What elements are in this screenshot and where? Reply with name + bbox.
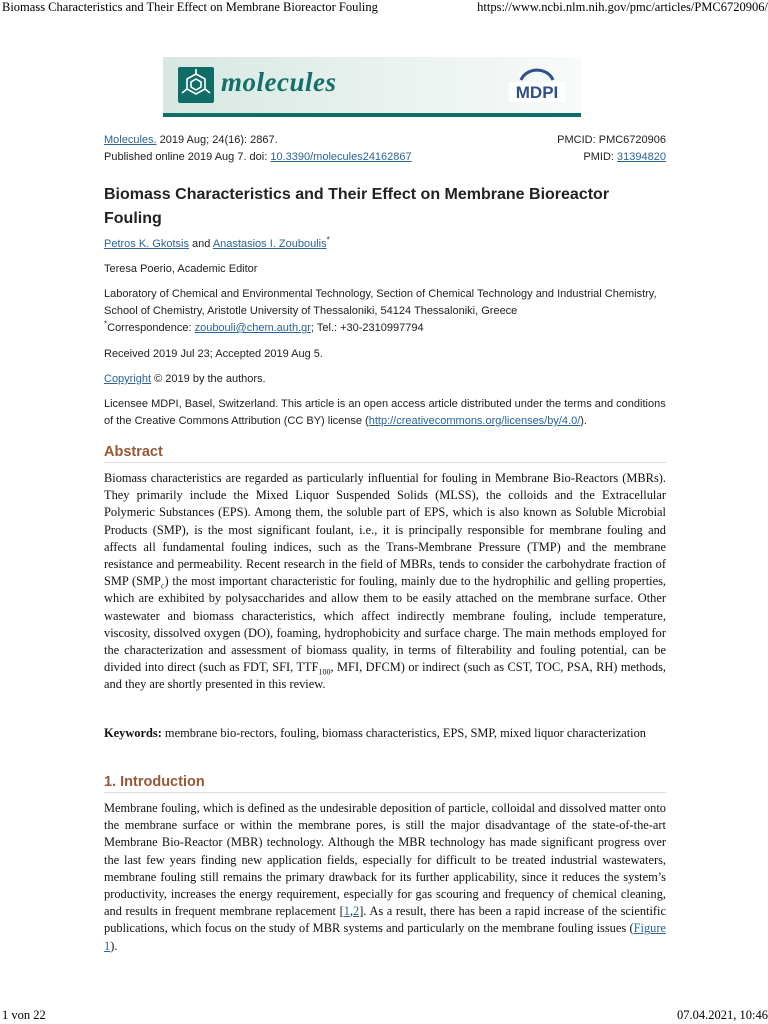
- corr-tel: ; Tel.: +30-2310997794: [310, 322, 424, 334]
- doi-link[interactable]: 10.3390/molecules24162867: [270, 151, 412, 163]
- received-dates: Received 2019 Jul 23; Accepted 2019 Aug 5.: [104, 348, 323, 360]
- print-header-url: https://www.ncbi.nlm.nih.gov/pmc/articles/PMC6720906/: [477, 0, 768, 14]
- print-header: [0, 0, 768, 16]
- authors: [104, 236, 666, 253]
- author-joiner: and: [188, 238, 213, 250]
- citation-line-1: [104, 132, 666, 149]
- corr-mark: *: [104, 319, 108, 329]
- keywords-label: Keywords:: [104, 726, 162, 740]
- pmid-link[interactable]: 31394820: [617, 151, 666, 163]
- mdpi-logo-text: MDPI: [515, 83, 559, 102]
- citation-issue: 2019 Aug; 24(16): 2867.: [156, 134, 278, 146]
- keywords: [104, 725, 666, 742]
- author-link-1[interactable]: Petros K. Gkotsis: [104, 238, 189, 250]
- academic-editor: Teresa Poerio, Academic Editor: [104, 263, 258, 275]
- author-link-2[interactable]: Anastasios I. Zouboulis: [212, 238, 327, 250]
- copyright: [104, 371, 666, 388]
- corr-email-link[interactable]: zoubouli@chem.auth.gr: [194, 322, 311, 334]
- mdpi-logo: [507, 65, 567, 107]
- abstract-text: [104, 470, 666, 694]
- print-header-title: Biomass Characteristics and Their Effect on Membrane Bioreactor Fouling: [2, 0, 378, 14]
- author-corr-mark: *: [326, 235, 330, 245]
- copyright-link[interactable]: Copyright: [104, 373, 152, 385]
- molecule-logo-icon: [178, 67, 214, 103]
- abstract-part-3: , MFI, DFCM) or indirect (such as CST, TOC, PSA, RH) methods, and they are shortly presented in this review.: [104, 660, 666, 692]
- journal-banner: [163, 57, 581, 117]
- license-text: Licensee MDPI, Basel, Switzerland. This article is an open access article distributed under the terms and conditions of the Creative Commons Attribution (CC BY) license (: [104, 398, 666, 427]
- license: [104, 396, 666, 430]
- journal-name: molecules: [221, 67, 337, 97]
- intro-part-1: Membrane fouling, which is defined as the undesirable deposition of particle, colloidal and dissolved matter onto the membrane surface or within the membrane pores, is still the major disadvantage of the state-of-the-art Membrane Bio-Reactor (MBR) technology. Although the MBR technology has made significant progress over the last few years finding new application fields, especially for difficult to be treated industrial wastewaters, membrane fouling still remains the primary drawback for its further applicability, since it reduces the system’s productivity, increases the energy requirement, especially for gas scouring and frequency of chemical cleaning, and results in frequent membrane replacement [: [104, 801, 666, 919]
- abstract-sub-100: 100: [318, 667, 331, 677]
- abstract-sub-c: c: [160, 581, 165, 591]
- copyright-text: © 2019 by the authors.: [151, 373, 266, 385]
- introduction-text: [104, 800, 666, 955]
- corr-prefix: Correspondence:: [107, 322, 195, 334]
- print-datetime: 07.04.2021, 10:46: [677, 1008, 768, 1022]
- print-footer: [0, 1008, 768, 1024]
- keywords-list: membrane bio-rectors, fouling, biomass characteristics, EPS, SMP, mixed liquor characterization: [161, 726, 646, 740]
- journal-link[interactable]: Molecules.: [104, 134, 157, 146]
- affiliation: Laboratory of Chemical and Environmental Technology, Section of Chemical Technology and Industrial Chemistry, School of Chemistry, Aristotle University of Thessaloniki, 54124 Thessaloniki, Greece: [104, 288, 657, 317]
- article-title: Biomass Characteristics and Their Effect on Membrane Bioreactor Fouling: [104, 186, 610, 227]
- correspondence: [104, 320, 666, 337]
- ref-sep: ,: [349, 904, 354, 919]
- introduction-heading: 1. Introduction: [104, 774, 666, 793]
- published-online: Published online 2019 Aug 7. doi:: [104, 151, 271, 163]
- intro-part-3: ).: [110, 938, 118, 953]
- page-count: 1 von 22: [2, 1008, 46, 1022]
- license-url-link[interactable]: http://creativecommons.org/licenses/by/4.0/: [368, 415, 581, 427]
- ref-link-1[interactable]: 1: [343, 904, 350, 919]
- pmid-block: [583, 149, 666, 166]
- intro-part-2: ]. As a result, there has been a rapid increase of the scientific publications, which focus on the study of MBR systems and particularly on the membrane fouling issues (: [104, 904, 666, 936]
- abstract-part-1: Biomass characteristics are regarded as particularly influential for fouling in Membrane Bio-Reactors (MBRs). They primarily include the Mixed Liquor Suspended Solids (MLSS), the colloids and the Extracellular Polymeric Substances (EPS). Among them, the soluble part of EPS, which is also known as Soluble Microbial Products (SMP), is the most significant foulant, i.e., it is principally responsible for membrane fouling and affects all fundamental fouling indices, such as the Trans-Membrane Pressure (TMP) and the membrane resistance and permeability. Recent research in the field of MBRs, tends to consider the carbohydrate fraction of SMP (SMP: [104, 471, 666, 589]
- license-close: ).: [580, 415, 587, 427]
- abstract-heading: Abstract: [104, 444, 666, 463]
- pmcid: PMCID: PMC6720906: [557, 134, 666, 146]
- pmid-label: PMID:: [583, 151, 618, 163]
- citation-line-2: [104, 149, 666, 166]
- abstract-part-2: ) the most important characteristic for fouling, mainly due to the hydrophilic and gelling properties, which are exhibited by polysaccharides and allow them to be easily attached on the membrane surface. Other wastewater and biomass characteristics, which affect indirectly membrane fouling, include temperature, viscosity, dissolved oxygen (DO), foaming, hydrophobicity and surface charge. The main methods employed for the characterization and assessment of biomass quality, in terms of filterability and fouling potential, can be divided into direct (such as FDT, SFI, TTF: [104, 574, 666, 675]
- figure-1-link[interactable]: Figure 1: [104, 921, 666, 953]
- ref-link-2[interactable]: 2: [353, 904, 360, 919]
